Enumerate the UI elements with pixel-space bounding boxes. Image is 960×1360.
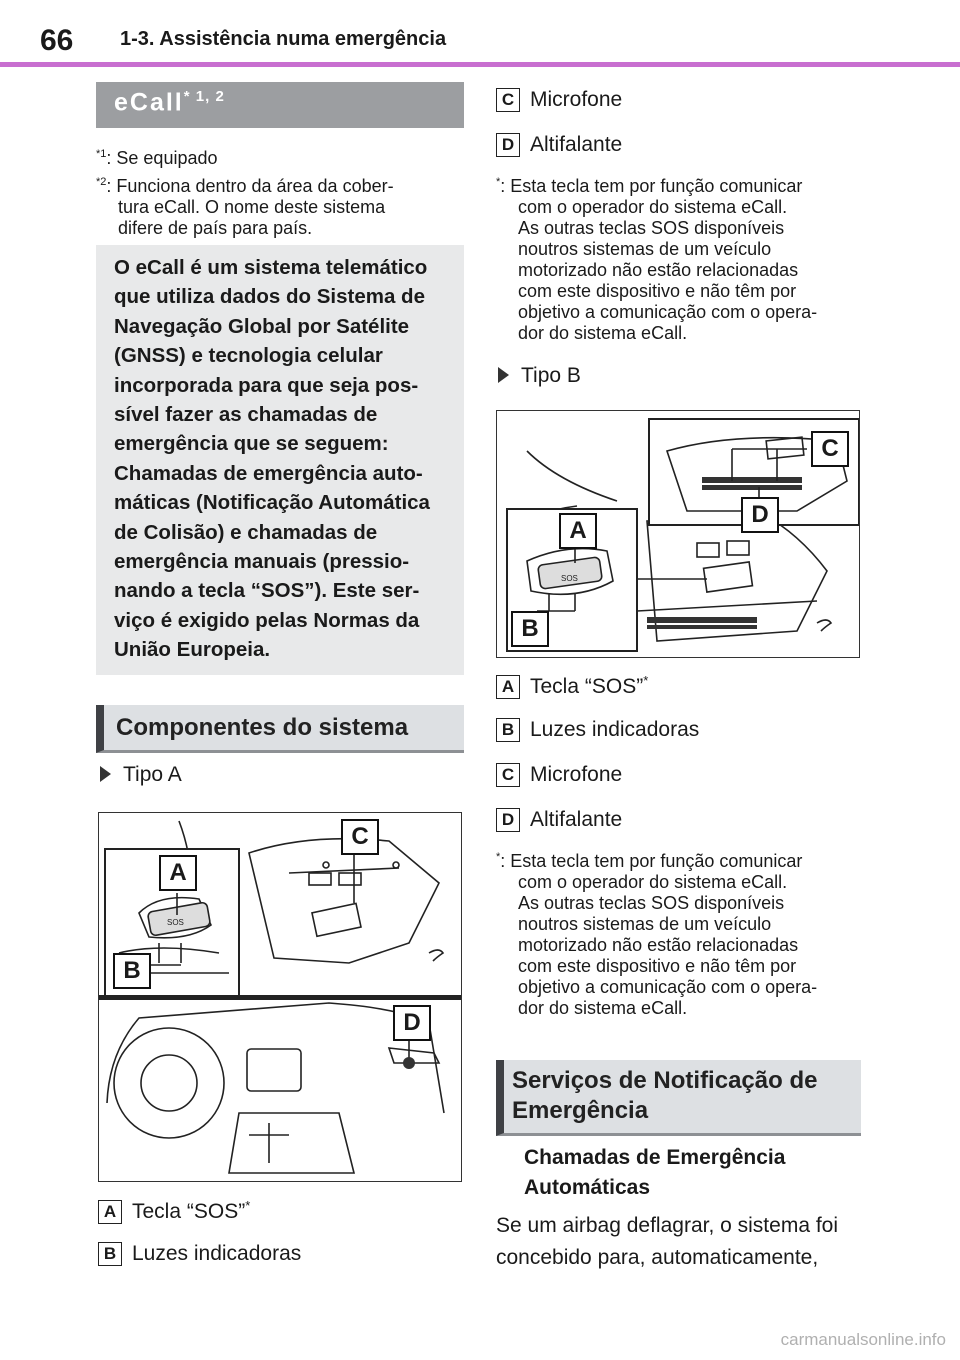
figure-type-a [98,812,462,1182]
services-section-title: Serviços de Notificação de Emergência [496,1060,861,1136]
ecall-title-bar [96,82,464,128]
legend-a-item: B Luzes indicadoras [98,1242,301,1266]
legend-b-item: D Altifalante [496,808,622,832]
type-b-bullet: Tipo B [498,364,581,388]
bullet-triangle-icon [498,367,509,383]
ecall-title: eCall$^{* 1, 2}$ [114,88,225,117]
box-line: incorporada para que seja pos- [114,373,419,397]
bullet-triangle-icon [100,766,111,782]
figure-a-callout-c: C [341,819,379,855]
figure-b-callout-c: C [811,431,849,467]
figure-b-callout-a: A [559,513,597,549]
box-line: (GNSS) e tecnologia celular [114,344,383,368]
body-paragraph: Se um airbag deflagrar, o sistema foi concebido para, automaticamente, [496,1214,839,1269]
legend-b-item: A Tecla “SOS”* [496,673,648,699]
ecall-description-box [96,245,464,675]
watermark: carmanualsonline.info [780,1330,946,1349]
legend-a-item: A Tecla “SOS”* [98,1198,250,1224]
figure-a-callout-a: A [159,855,197,891]
figure-a-callout-d: D [393,1005,431,1041]
legend-b-item: C Microfone [496,763,622,787]
box-line: viço é exigido pelas Normas da [114,608,420,632]
note-type-a: *: Esta tecla tem por função comunicar com o operador do sistema eCall. As outras teclas SOS disponíveis noutros sistemas de um veículo motorizado não estão relacionadas com este dispositivo e não têm por objetivo a comunicação com o opera- dor do sistema eCall. [496,176,818,343]
box-line: União Europeia. [114,638,271,662]
figure-type-b [496,410,860,658]
figure-a-sos-text: SOS [167,918,184,927]
figure-a-illustration [99,813,462,1182]
legend-b-item: B Luzes indicadoras [496,718,699,742]
running-title: 1-3. Assistência numa emergência [120,28,447,50]
box-line: O eCall é um sistema telemático [114,256,428,279]
footnote-1: $^{*1}$: Se equipado [96,148,218,168]
components-section-title: Componentes do sistema [96,705,464,753]
footnote-2: $^{*2}$: Funciona dentro da área da cober- tura eCall. O nome deste sistema difere de país para país. [96,176,394,238]
legend-a-item: C Microfone [496,88,622,112]
box-line: emergência que se seguem: [114,432,389,456]
page-number: 66 [40,24,74,57]
figure-b-illustration [497,411,860,658]
figure-b-sos-text: SOS [561,574,578,583]
box-line: que utiliza dados do Sistema de [114,285,425,309]
box-line: sível fazer as chamadas de [114,403,378,427]
box-line: máticas (Notificação Automática [114,491,430,515]
box-line: Chamadas de emergência auto- [114,461,423,485]
auto-calls-heading: Chamadas de Emergência Automáticas [524,1146,786,1199]
box-line: Navegação Global por Satélite [114,314,410,338]
figure-b-callout-d: D [741,497,779,533]
box-line: emergência manuais (pressio- [114,550,410,574]
box-line: nando a tecla “SOS”). Este ser- [114,579,420,603]
legend-a-item: D Altifalante [496,133,622,157]
figure-a-callout-b: B [113,953,151,989]
box-line: de Colisão) e chamadas de [114,520,378,544]
header-rule [0,62,960,67]
figure-b-callout-b: B [511,611,549,647]
note-type-b: *: Esta tecla tem por função comunicar com o operador do sistema eCall. As outras teclas SOS disponíveis noutros sistemas de um veículo motorizado não estão relacionadas com este dispositivo e não têm por objetivo a comunicação com o opera- dor do sistema eCall. [496,851,818,1018]
type-a-bullet: Tipo A [100,763,182,787]
